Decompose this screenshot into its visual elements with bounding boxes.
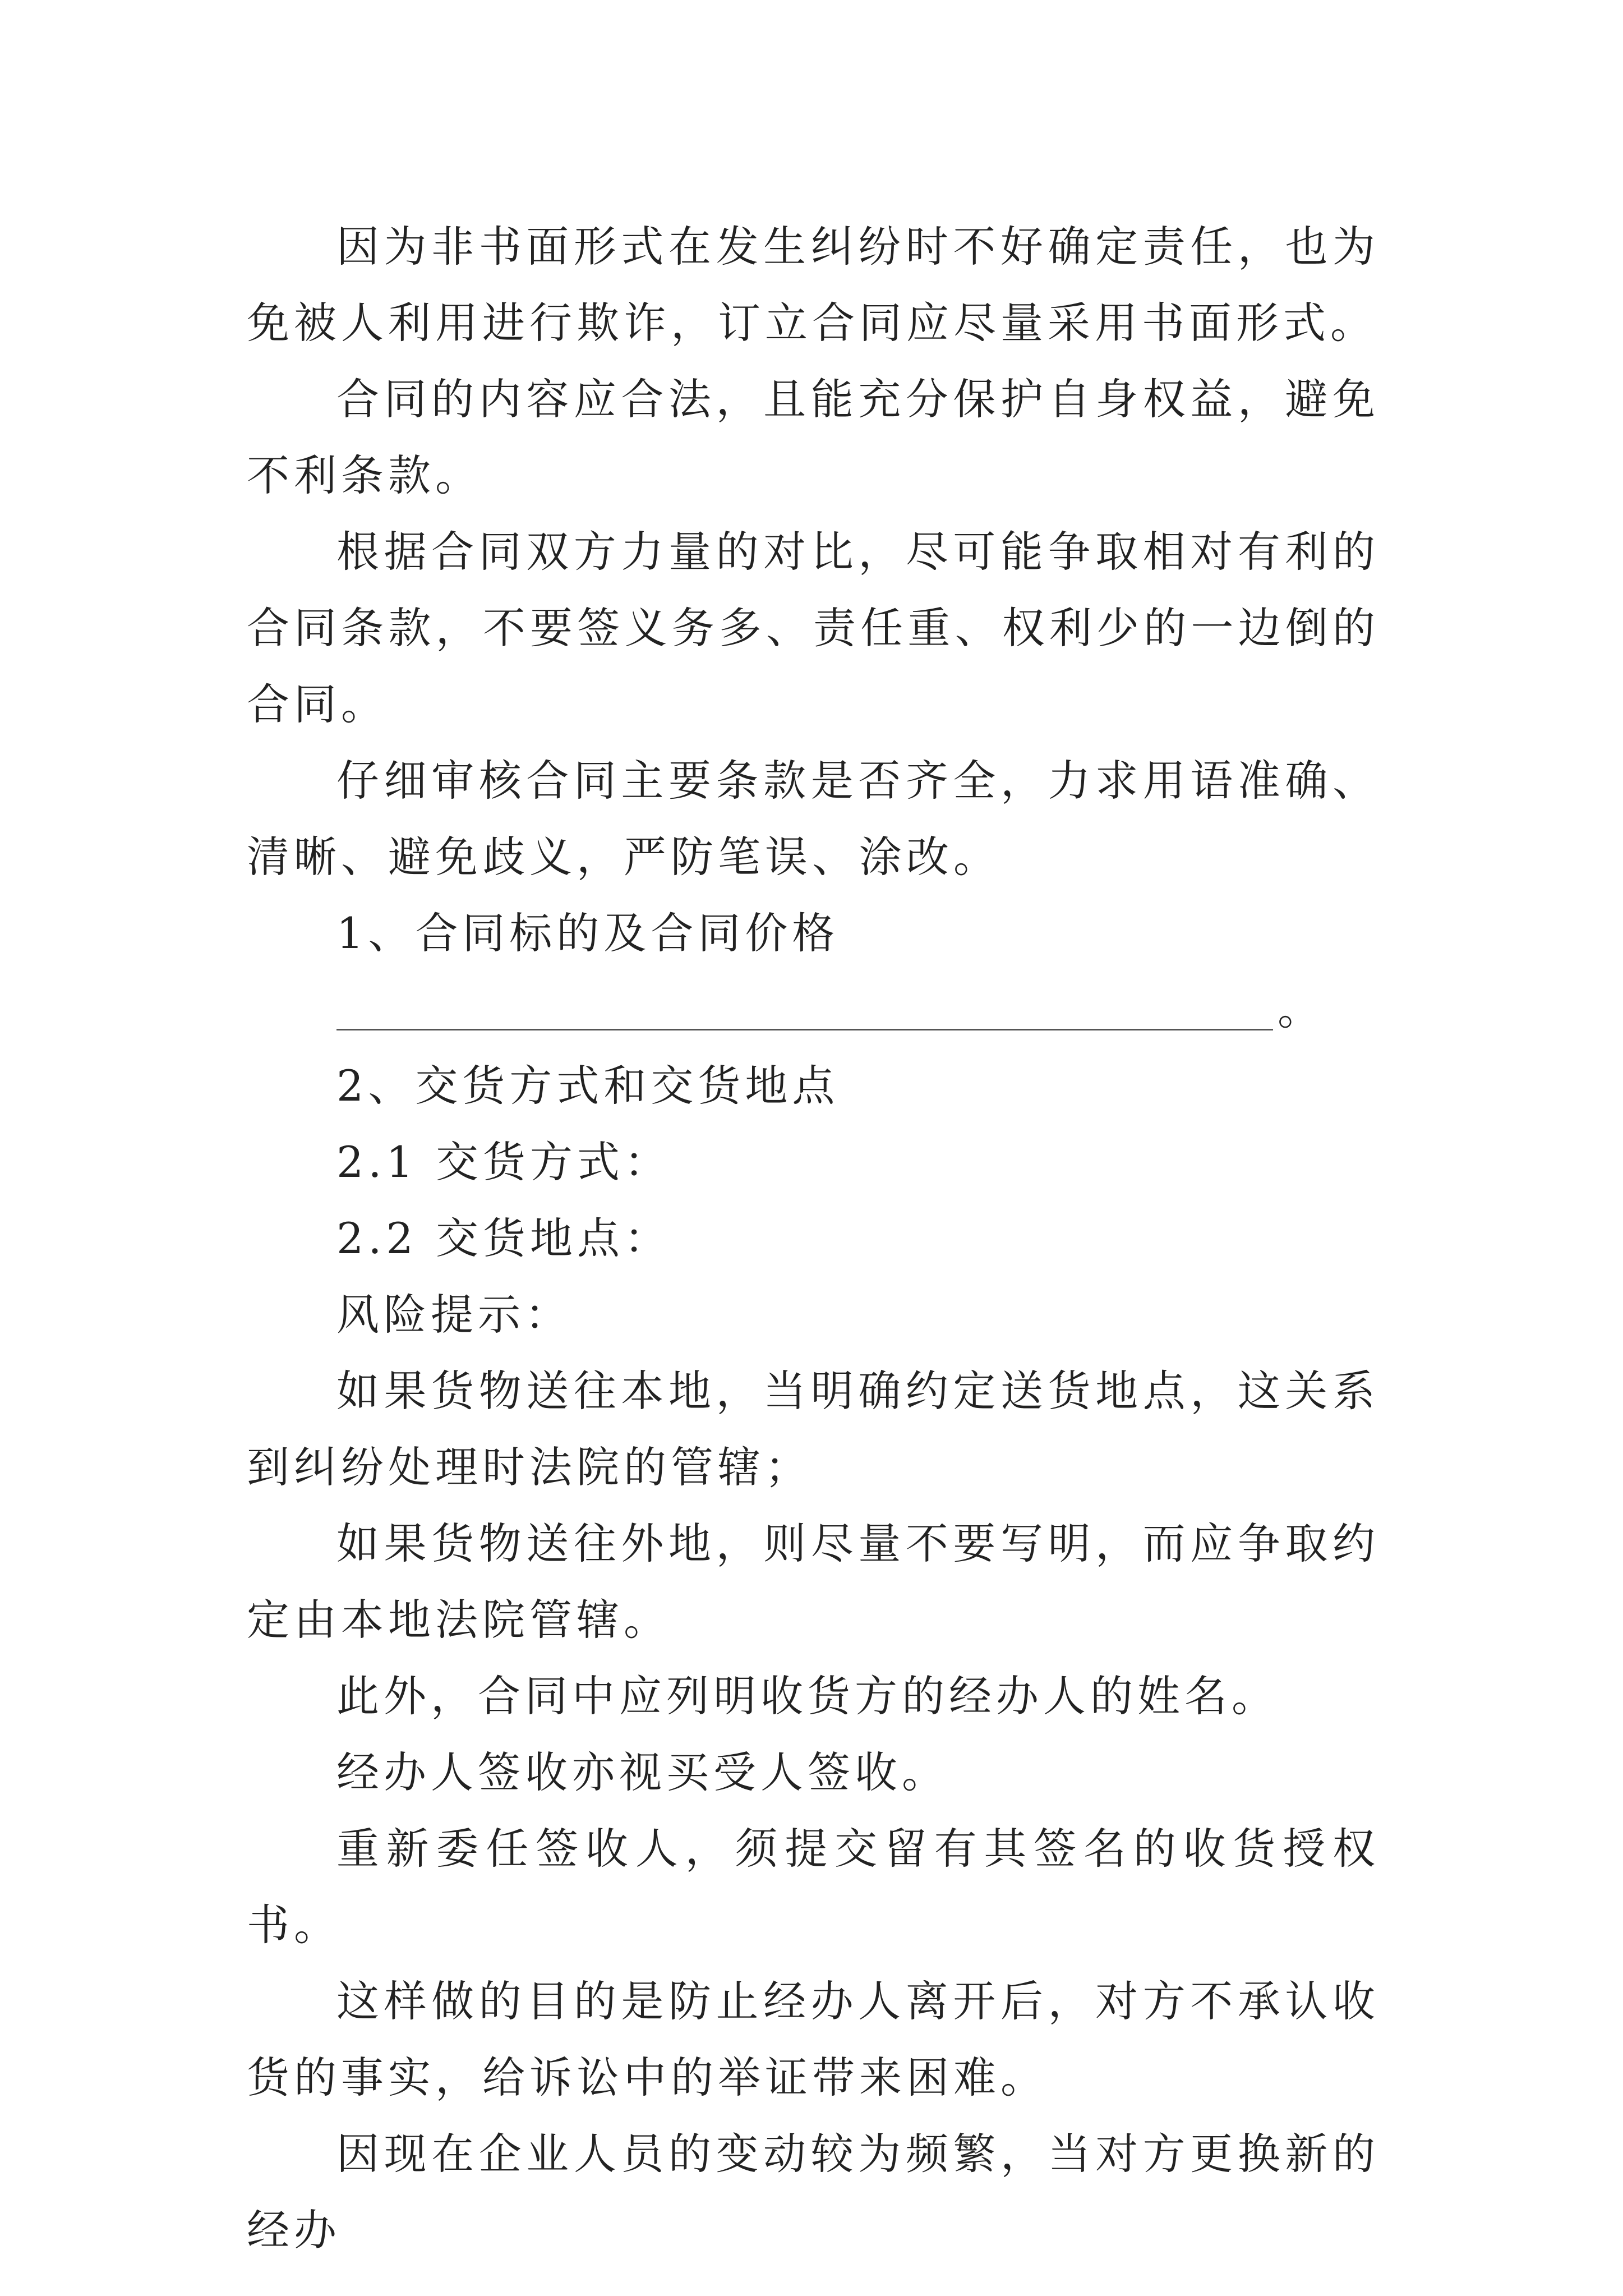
paragraph-review-terms: 仔细审核合同主要条款是否齐全，力求用语准确、清晰、避免歧义，严防笔误、涂改。 [247, 756, 1380, 882]
risk-notice-label: 风险提示： [336, 1290, 572, 1340]
item-delivery-method: 2.1 交货方式： [336, 1137, 672, 1187]
fill-in-blank-line [247, 972, 1380, 1048]
paragraph-handler-name: 此外，合同中应列明收货方的经办人的姓名。 [336, 1671, 1279, 1721]
paragraph-staff-changes: 因现在企业人员的变动较为频繁，当对方更换新的经办 [247, 2129, 1380, 2255]
heading-subject-and-price: 1、合同标的及合同价格 [336, 908, 840, 958]
paragraph-favorable-terms: 根据合同双方力量的对比，尽可能争取相对有利的合同条款，不要签义务多、责任重、权利少的一边倒的合同。 [247, 527, 1380, 729]
paragraph-remote-delivery: 如果货物送往外地，则尽量不要写明，而应争取约定由本地法院管辖。 [247, 1519, 1380, 1645]
paragraph-written-form: 因为非书面形式在发生纠纷时不好确定责任，也为免被人利用进行欺诈，订立合同应尽量采用书面形式。 [247, 222, 1380, 348]
item-delivery-location: 2.2 交货地点： [336, 1213, 672, 1263]
paragraph-local-delivery: 如果货物送往本地，当明确约定送货地点，这关系到纠纷处理时法院的管辖； [247, 1366, 1380, 1492]
paragraph-handler-signature: 经办人签收亦视买受人签收。 [336, 1747, 949, 1797]
paragraph-new-signatory: 重新委任签收人，须提交留有其签名的收货授权书。 [247, 1824, 1380, 1950]
heading-delivery: 2、交货方式和交货地点 [336, 1061, 840, 1111]
paragraph-lawful-content: 合同的内容应合法，且能充分保护自身权益，避免不利条款。 [247, 374, 1380, 500]
blank-line-period: 。 [1278, 984, 1325, 1034]
paragraph-purpose: 这样做的目的是防止经办人离开后，对方不承认收货的事实，给诉讼中的举证带来困难。 [247, 1976, 1380, 2102]
blank-underline [336, 1029, 1273, 1030]
document-body [247, 209, 1380, 2269]
